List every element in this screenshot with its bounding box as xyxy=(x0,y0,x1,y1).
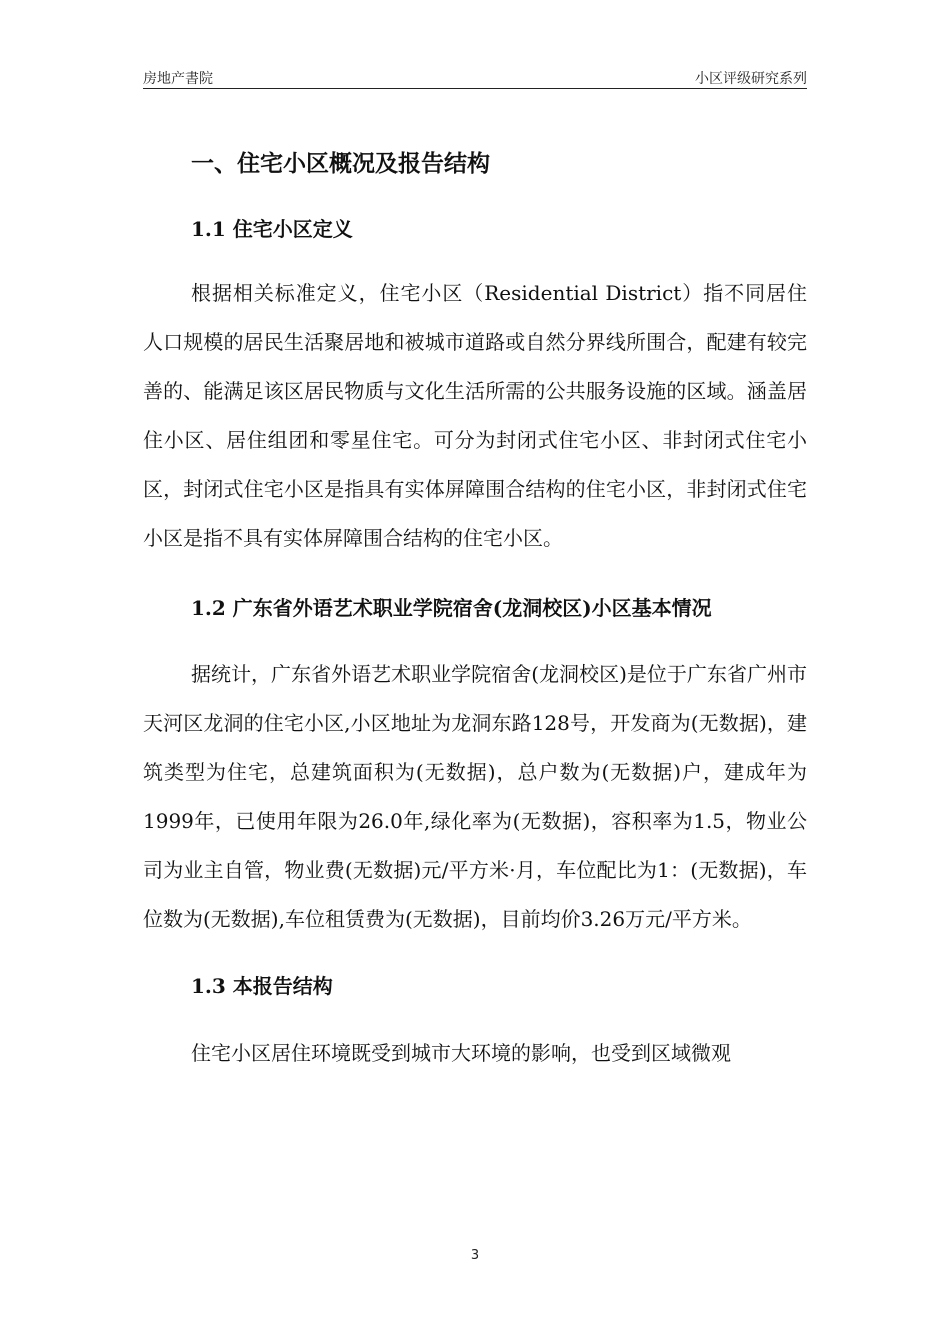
page-header xyxy=(143,66,807,89)
chapter-title: 一、住宅小区概况及报告结构 xyxy=(191,150,490,177)
section-paragraph-1-1: 根据相关标准定义，住宅小区（Residential District）指不同居住人口规模的居民生活聚居地和被城市道路或自然分界线所围合，配建有较完善的、能满足该区居民物质与文化生活所需的公共服务设施的区域。涵盖居住小区、居住组团和零星住宅。可分为封闭式住宅小区、非封闭式住宅小区，封闭式住宅小区是指具有实体屏障围合结构的住宅小区，非封闭式住宅小区是指不具有实体屏障围合结构的住宅小区。 xyxy=(143,281,807,550)
page-number: 3 xyxy=(470,1248,480,1263)
section-title-1-3: 1.3 本报告结构 xyxy=(191,974,333,998)
section-title-1-1: 1.1 住宅小区定义 xyxy=(191,217,353,241)
section-title-1-2: 1.2 广东省外语艺术职业学院宿舍(龙洞校区)小区基本情况 xyxy=(191,596,712,620)
section-paragraph-1-2: 据统计，广东省外语艺术职业学院宿舍(龙洞校区)是位于广东省广州市天河区龙洞的住宅小区,小区地址为龙洞东路128号，开发商为(无数据)，建筑类型为住宅，总建筑面积为(无数据)，总户数为(无数据)户，建成年为1999年，已使用年限为26.0年,绿化率为(无数据)，容积率为1.5，物业公司为业主自管，物业费(无数据)元/平方米·月，车位配比为1：(无数据)，车位数为(无数据),车位租赁费为(无数据)，目前均价3.26万元/平方米。 xyxy=(143,662,807,931)
header-publisher: 房地产書院 xyxy=(143,71,213,87)
section-paragraph-1-3: 住宅小区居住环境既受到城市大环境的影响，也受到区域微观 xyxy=(191,1041,731,1065)
header-series-title: 小区评级研究系列 xyxy=(695,71,807,87)
document-body xyxy=(143,140,807,1078)
